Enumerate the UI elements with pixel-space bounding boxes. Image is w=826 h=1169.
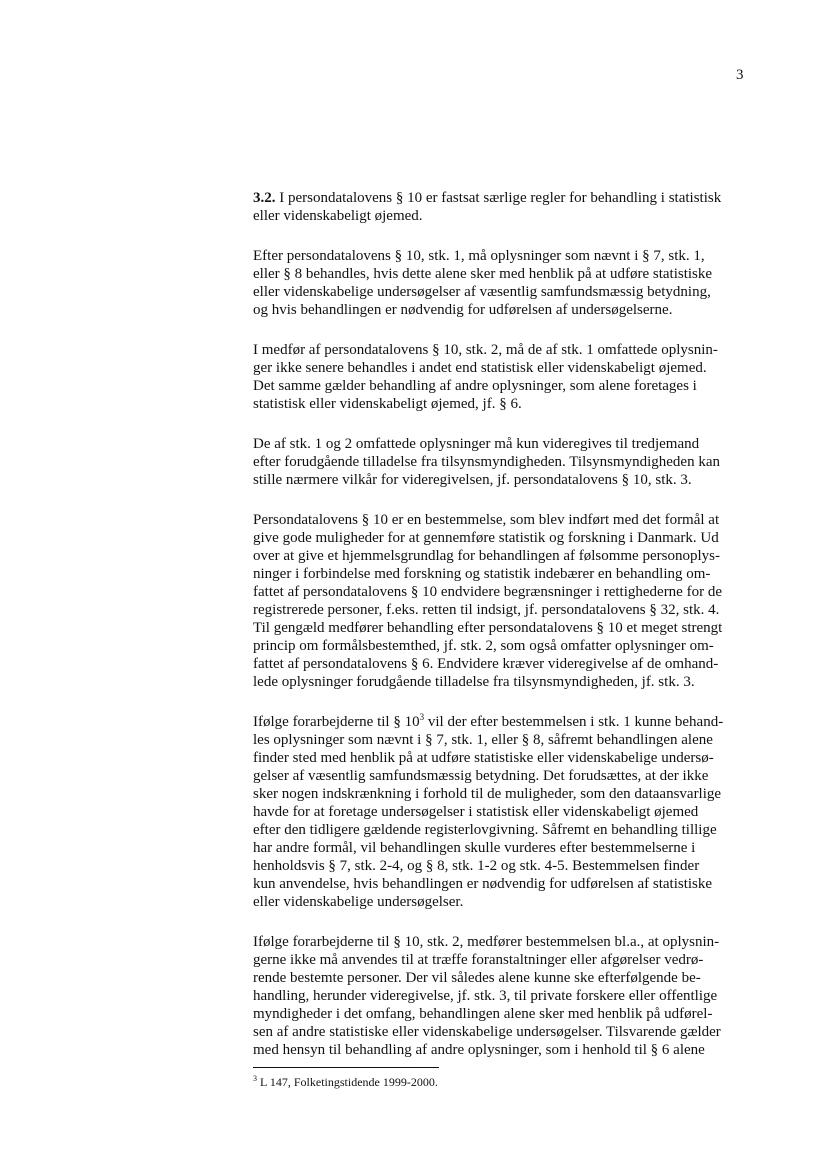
line-text: kun anvendelse, hvis behandlingen er nødvendig for udførelsen af statistiske bbox=[253, 876, 713, 892]
page-number: 3 bbox=[736, 67, 744, 83]
line-text: finder sted med henblik på at udføre statistiske eller videnskabelige undersø- bbox=[253, 750, 714, 766]
text-line bbox=[253, 673, 750, 691]
line-text: ger ikke senere behandles i andet end statistisk eller videnskabeligt øjemed. bbox=[253, 360, 707, 376]
paragraph bbox=[253, 511, 750, 691]
text-line bbox=[253, 207, 750, 225]
line-text: De af stk. 1 og 2 omfattede oplysninger må kun videregives til tredjemand bbox=[253, 436, 700, 452]
line-text: I persondatalovens § 10 er fastsat særlige regler for behandling i statistisk bbox=[275, 190, 722, 206]
paragraph bbox=[253, 933, 750, 1059]
line-text: registrerede personer, f.eks. retten til indsigt, jf. persondatalovens § 32, stk. 4. bbox=[253, 602, 720, 618]
text-line bbox=[253, 1041, 750, 1059]
line-text: Efter persondatalovens § 10, stk. 1, må oplysninger som nævnt i § 7, stk. 1, bbox=[253, 248, 705, 264]
text-line bbox=[253, 655, 750, 673]
footnote-separator bbox=[253, 1067, 439, 1068]
text-line bbox=[253, 839, 750, 857]
text-line bbox=[253, 619, 750, 637]
section-number: 3.2. bbox=[253, 190, 276, 206]
text-line bbox=[253, 547, 750, 565]
line-text: Persondatalovens § 10 er en bestemmelse, som blev indført med det formål at bbox=[253, 512, 720, 528]
line-text: fattet af persondatalovens § 10 endvidere begrænsninger i rettighederne for de bbox=[253, 584, 722, 600]
text-line bbox=[253, 785, 750, 803]
line-text: Til gengæld medfører behandling efter persondatalovens § 10 et meget strengt bbox=[253, 620, 723, 636]
line-text: ninger i forbindelse med forskning og statistik indebærer en behandling om- bbox=[253, 566, 711, 582]
line-text: efter forudgående tilladelse fra tilsynsmyndigheden. Tilsynsmyndigheden kan bbox=[253, 454, 720, 470]
paragraph bbox=[253, 189, 750, 225]
text-line bbox=[253, 283, 750, 301]
text-line bbox=[253, 1023, 750, 1041]
text-line bbox=[253, 511, 750, 529]
main-text bbox=[253, 189, 750, 1081]
text-line bbox=[253, 857, 750, 875]
text-line bbox=[253, 583, 750, 601]
text-line bbox=[253, 637, 750, 655]
line-text: efter den tidligere gældende registerlovgivning. Såfremt en behandling tillige bbox=[253, 822, 717, 838]
text-line bbox=[253, 565, 750, 583]
text-line bbox=[253, 247, 750, 265]
line-text: gelser af væsentlig samfundsmæssig betydning. Det forudsættes, at der ikke bbox=[253, 768, 709, 784]
line-text: statistisk eller videnskabeligt øjemed, jf. § 6. bbox=[253, 396, 522, 412]
line-text: handling, herunder videregivelse, jf. stk. 3, til private forskere eller offentlige bbox=[253, 988, 718, 1004]
paragraph bbox=[253, 713, 750, 911]
paragraph bbox=[253, 341, 750, 413]
line-text: I medfør af persondatalovens § 10, stk. 2, må de af stk. 1 omfattede oplysnin- bbox=[253, 342, 718, 358]
line-text: eller videnskabeligt øjemed. bbox=[253, 208, 423, 224]
line-text: myndigheder i det omfang, behandlingen alene sker med henblik på udførel- bbox=[253, 1006, 713, 1022]
text-line bbox=[253, 969, 750, 987]
footnote bbox=[253, 1075, 438, 1089]
text-line bbox=[253, 1005, 750, 1023]
line-text: princip om formålsbestemthed, jf. stk. 2, som også omfatter oplysninger om- bbox=[253, 638, 714, 654]
text-line bbox=[253, 893, 750, 911]
line-text: eller videnskabelige undersøgelser af væsentlig samfundsmæssig betydning, bbox=[253, 284, 711, 300]
line-text: har andre formål, vil behandlingen skulle vurderes efter bestemmelserne i bbox=[253, 840, 696, 856]
line-text: fattet af persondatalovens § 6. Endvidere kræver videregivelse af de omhand- bbox=[253, 656, 719, 672]
paragraph bbox=[253, 247, 750, 319]
text-line bbox=[253, 875, 750, 893]
line-text: eller § 8 behandles, hvis dette alene sker med henblik på at udføre statistiske bbox=[253, 266, 713, 282]
paragraph bbox=[253, 435, 750, 489]
line-text: henholdsvis § 7, stk. 2-4, og § 8, stk. 1-2 og stk. 4-5. Bestemmelsen finder bbox=[253, 858, 700, 874]
line-text: Det samme gælder behandling af andre oplysninger, som alene foretages i bbox=[253, 378, 697, 394]
line-text: over at give et hjemmelsgrundlag for behandlingen af følsomme personoplys- bbox=[253, 548, 720, 564]
line-text: lede oplysninger forudgående tilladelse fra tilsynsmyndigheden, jf. stk. 3. bbox=[253, 674, 695, 690]
line-text: sker nogen indskrænkning i forhold til de muligheder, som den dataansvarlige bbox=[253, 786, 722, 802]
line-text: stille nærmere vilkår for videregivelsen, jf. persondatalovens § 10, stk. 3. bbox=[253, 472, 692, 488]
text-line bbox=[253, 377, 750, 395]
text-line bbox=[253, 821, 750, 839]
line-text-continued: vil der efter bestemmelsen i stk. 1 kunne behand- bbox=[424, 714, 724, 730]
text-line bbox=[253, 933, 750, 951]
footnote-text: L 147, Folketingstidende 1999-2000. bbox=[257, 1075, 438, 1089]
text-line bbox=[253, 803, 750, 821]
line-text: sen af andre statistiske eller videnskabelige undersøgelser. Tilsvarende gælder bbox=[253, 1024, 721, 1040]
line-text: Ifølge forarbejderne til § 10 bbox=[253, 714, 420, 730]
text-line bbox=[253, 767, 750, 785]
text-line bbox=[253, 471, 750, 489]
text-line bbox=[253, 713, 750, 731]
text-line bbox=[253, 749, 750, 767]
footnote-reference: 3 bbox=[419, 712, 425, 722]
line-text: havde for at foretage undersøgelser i statistisk eller videnskabeligt øjemed bbox=[253, 804, 699, 820]
line-text: gerne ikke må anvendes til at træffe foranstaltninger eller afgørelser vedrø- bbox=[253, 952, 704, 968]
text-line bbox=[253, 529, 750, 547]
text-line bbox=[253, 395, 750, 413]
line-text: Ifølge forarbejderne til § 10, stk. 2, medfører bestemmelsen bl.a., at oplysnin- bbox=[253, 934, 720, 950]
line-text: og hvis behandlingen er nødvendig for udførelsen af undersøgelserne. bbox=[253, 302, 673, 318]
line-text: give gode muligheder for at gennemføre statistik og forskning i Danmark. Ud bbox=[253, 530, 719, 546]
text-line bbox=[253, 301, 750, 319]
text-line bbox=[253, 951, 750, 969]
text-line bbox=[253, 987, 750, 1005]
text-line bbox=[253, 265, 750, 283]
text-line bbox=[253, 731, 750, 749]
text-line bbox=[253, 359, 750, 377]
text-line bbox=[253, 453, 750, 471]
line-text: eller videnskabelige undersøgelser. bbox=[253, 894, 464, 910]
line-text: les oplysninger som nævnt i § 7, stk. 1, eller § 8, såfremt behandlingen alene bbox=[253, 732, 713, 748]
line-text: med hensyn til behandling af andre oplysninger, som i henhold til § 6 alene bbox=[253, 1042, 705, 1058]
line-text: rende bestemte personer. Der vil således alene kunne ske efterfølgende be- bbox=[253, 970, 701, 986]
text-line bbox=[253, 189, 750, 207]
text-line bbox=[253, 341, 750, 359]
footnote-mark: 3 bbox=[253, 1074, 257, 1083]
text-line bbox=[253, 601, 750, 619]
text-line bbox=[253, 435, 750, 453]
